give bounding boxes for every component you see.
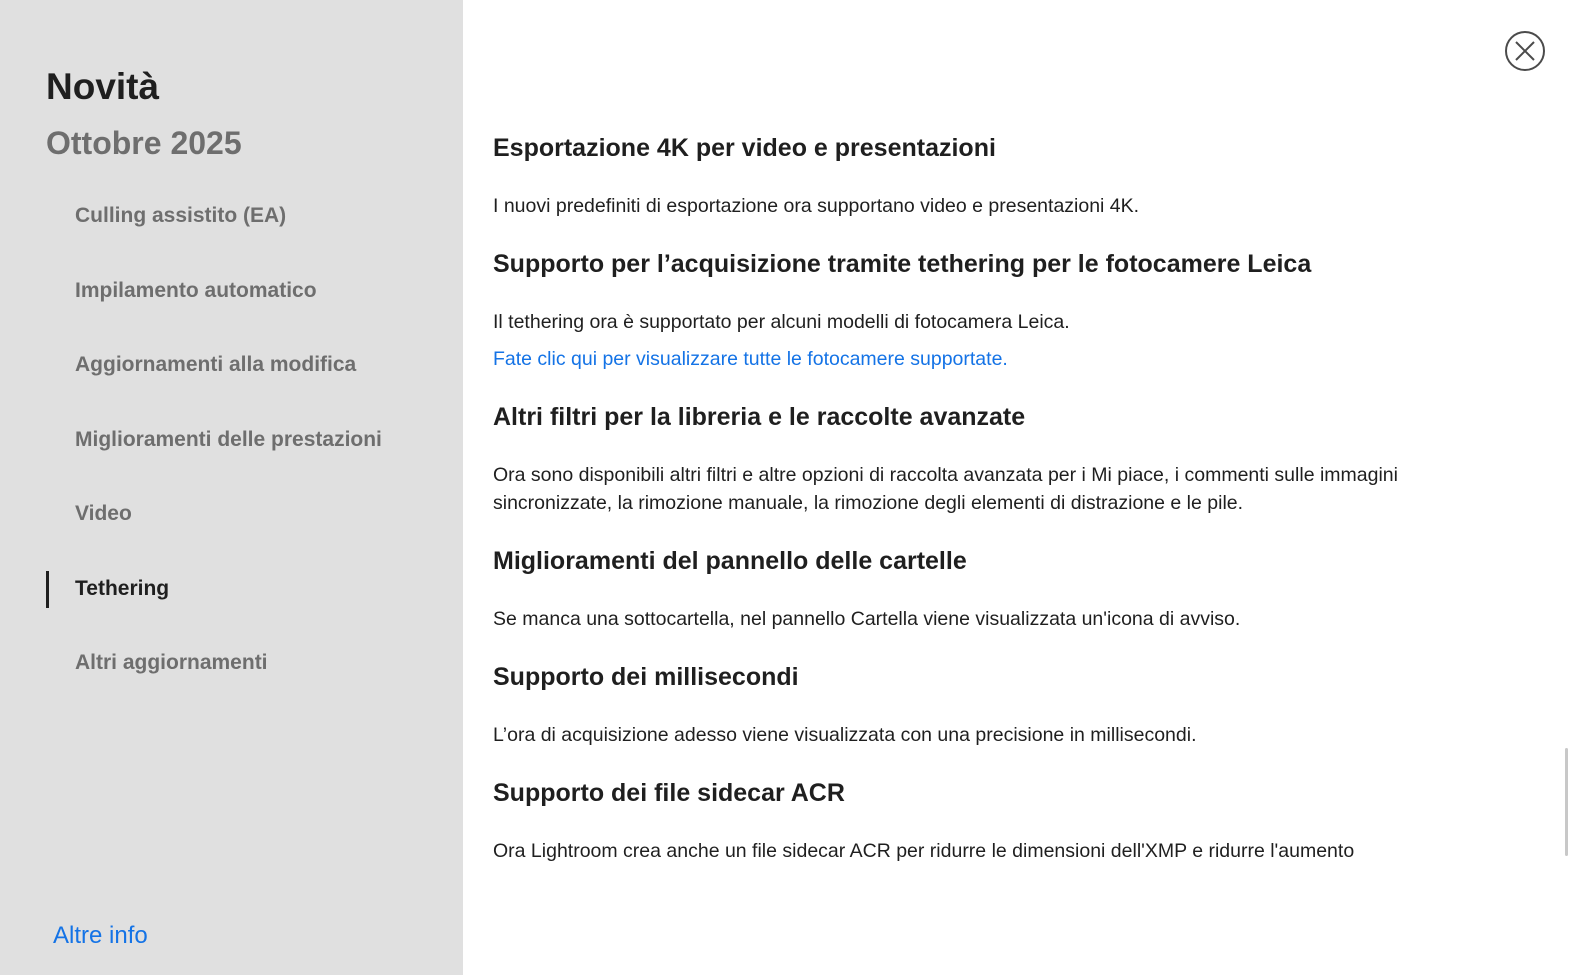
- section-acr-sidecar: [493, 775, 1493, 865]
- feature-list: [493, 130, 1493, 891]
- section-title: Altri filtri per la libreria e le raccolte avanzate: [493, 403, 1026, 431]
- section-body: L’ora di acquisizione adesso viene visualizzata con una precisione in millisecondi.: [493, 724, 1197, 746]
- section-leica-tethering: [493, 246, 1493, 373]
- section-body: Il tethering ora è supportato per alcuni modelli di fotocamera Leica.: [493, 311, 1070, 333]
- more-info-link[interactable]: Altre info: [53, 922, 148, 949]
- section-title: Miglioramenti del pannello delle cartelle: [493, 547, 967, 575]
- section-folder-panel: [493, 543, 1493, 633]
- sidebar-item-video[interactable]: Video: [75, 502, 132, 525]
- section-body: Ora sono disponibili altri filtri e altre opzioni di raccolta avanzata per i Mi piace, i commenti sulle immagini sincronizzate, la rimozione manuale, la rimozione degli elementi di distrazione e le pile.: [493, 464, 1398, 514]
- sidebar-item-edit-updates[interactable]: Aggiornamenti alla modifica: [75, 353, 357, 376]
- sidebar-item-auto-stacking[interactable]: Impilamento automatico: [75, 278, 317, 302]
- sidebar-item-culling[interactable]: Culling assistito (EA): [75, 204, 287, 227]
- sidebar-item-other-updates[interactable]: Altri aggiornamenti: [75, 651, 268, 674]
- release-date: Ottobre 2025: [46, 125, 242, 161]
- section-title: Esportazione 4K per video e presentazioni: [493, 134, 996, 162]
- page-title: Novità: [46, 66, 160, 107]
- section-4k-export: [493, 130, 1493, 220]
- section-library-filters: [493, 399, 1493, 517]
- sidebar-item-tethering[interactable]: Tethering: [46, 570, 446, 608]
- sidebar: [0, 0, 463, 975]
- main-content: [463, 0, 1575, 975]
- scrollbar-thumb[interactable]: [1565, 748, 1568, 856]
- section-body: I nuovi predefiniti di esportazione ora supportano video e presentazioni 4K.: [493, 195, 1140, 217]
- supported-cameras-link[interactable]: Fate clic qui per visualizzare tutte le fotocamere supportate.: [493, 348, 1008, 370]
- section-body: Ora Lightroom crea anche un file sidecar ACR per ridurre le dimensioni dell'XMP e ridurre l'aumento: [493, 840, 1355, 862]
- sidebar-item-performance[interactable]: Miglioramenti delle prestazioni: [75, 427, 382, 451]
- section-title: Supporto dei file sidecar ACR: [493, 779, 845, 807]
- close-icon: [1514, 40, 1536, 62]
- sidebar-nav: [46, 197, 446, 719]
- section-body: Se manca una sottocartella, nel pannello Cartella viene visualizzata un'icona di avviso.: [493, 608, 1241, 630]
- section-title: Supporto dei millisecondi: [493, 663, 799, 691]
- section-milliseconds: [493, 659, 1493, 749]
- close-button[interactable]: [1505, 31, 1545, 71]
- section-title: Supporto per l’acquisizione tramite tethering per le fotocamere Leica: [493, 250, 1312, 278]
